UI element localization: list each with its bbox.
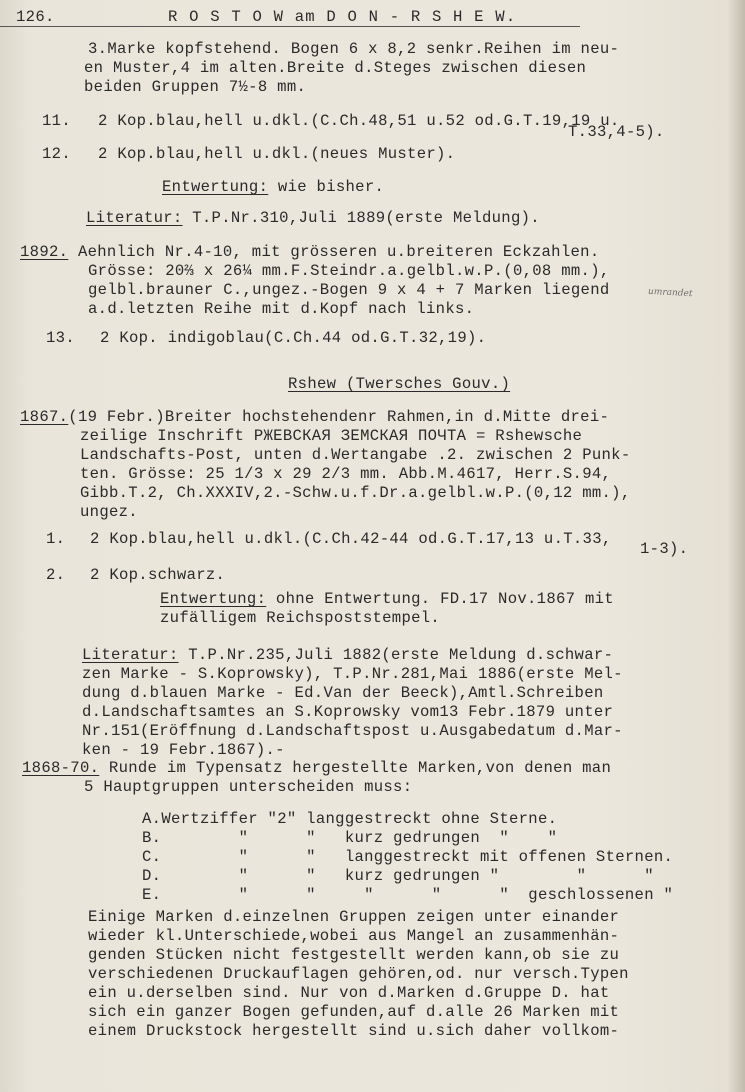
paragraph-line-2: wieder kl.Unterschiede,wobei aus Mangel an zusammenhän- <box>88 927 620 945</box>
header-rule <box>0 26 580 27</box>
item-1-continuation: 1-3). <box>640 540 689 558</box>
paragraph-line-3: genden Stücken nicht festgestellt werden kann,ob sie zu <box>88 946 620 964</box>
entry-1892-line-4: a.d.letzten Reihe mit d.Kopf nach links. <box>88 300 475 318</box>
page-spine-shadow <box>727 0 745 1092</box>
item-11-text: 2 Kop.blau,hell u.dkl.(C.Ch.48,51 u.52 od.G.T.19,19 u. <box>98 112 620 130</box>
entry-1892-line-2: Grösse: 20⅔ x 26¼ mm.F.Steindr.a.gelbl.w.P.(0,08 mm.), <box>88 262 610 280</box>
entry-1867-line-4: ten. Grösse: 25 1/3 x 29 2/3 mm. Abb.M.4617, Herr.S.94, <box>80 465 612 483</box>
group-b: B. " " kurz gedrungen " " <box>142 829 558 847</box>
rshew-entwertung-text: ohne Entwertung. FD.17 Nov.1867 mit <box>266 590 614 608</box>
entry-1867-line-1: (19 Febr.)Breiter hochstehendenr Rahmen,in d.Mitte drei- <box>68 408 610 426</box>
rshew-literatur-line-4: d.Landschaftsamtes an S.Koprowsky vom13 Febr.1879 unter <box>82 703 614 721</box>
rshew-entwertung-continuation: zufälligem Reichspoststempel. <box>160 609 441 627</box>
entwertung-text: wie bisher. <box>268 178 385 196</box>
rostow-entwertung <box>162 178 384 196</box>
page-number: 126. <box>16 8 55 26</box>
rshew-literatur-label: Literatur: <box>82 646 179 664</box>
year-1892: 1892. <box>20 243 69 261</box>
item-13-text: 2 Kop. indigoblau(C.Ch.44 od.G.T.32,19). <box>100 329 487 347</box>
year-1868: 1868-70. <box>22 759 100 777</box>
item-12-text: 2 Kop.blau,hell u.dkl.(neues Muster). <box>98 145 456 163</box>
margin-note: umrandet <box>647 286 693 300</box>
entry-1867-line-2: zeilige Inschrift РЖЕВСКАЯ ЗЕМСКАЯ ПОЧТА = Rshewsche <box>80 427 583 445</box>
entry-1867-line-3: Landschafts-Post, unten d.Wertangabe .2. zwischen 2 Punk- <box>80 446 631 464</box>
rostow-literatur <box>86 209 540 227</box>
group-d: D. " " kurz gedrungen " " " <box>142 867 654 885</box>
rostow-line-2: en Muster,4 im alten.Breite d.Steges zwischen diesen <box>84 59 587 77</box>
year-1867: 1867. <box>20 408 69 426</box>
rshew-literatur-line-5: Nr.151(Eröffnung d.Landschaftspost u.Ausgabedatum d.Mar- <box>82 722 623 740</box>
literatur-text: T.P.Nr.310,Juli 1889(erste Meldung). <box>182 209 540 227</box>
group-c: C. " " langgestreckt mit offenen Sternen. <box>142 848 674 866</box>
literatur-label: Literatur: <box>86 209 183 227</box>
paragraph-line-6: sich ein ganzer Bogen gefunden,auf d.alle 26 Marken mit <box>88 1003 620 1021</box>
rshew-entwertung <box>160 590 614 608</box>
item-1-text: 2 Kop.blau,hell u.dkl.(C.Ch.42-44 od.G.T.17,13 u.T.33, <box>90 530 612 548</box>
entry-1867-line-5: Gibb.T.2, Ch.XXXIV,2.-Schw.u.f.Dr.a.gelbl.w.P.(0,12 mm.), <box>80 484 631 502</box>
group-e: E. " " " " " geschlossenen " <box>142 886 674 904</box>
rostow-line-3: beiden Gruppen 7½-8 mm. <box>84 78 307 96</box>
item-1-number: 1. <box>46 530 66 548</box>
entry-1892 <box>20 243 599 261</box>
item-13-number: 13. <box>46 329 75 347</box>
paragraph-line-5: ein u.derselben sind. Nur von d.Marken d.Gruppe D. hat <box>88 984 610 1002</box>
entwertung-label: Entwertung: <box>162 178 269 196</box>
entry-1868-line-1: Runde im Typensatz hergestellte Marken,von denen man <box>99 759 612 777</box>
rshew-literatur-line-6: ken - 19 Febr.1867).- <box>82 741 285 759</box>
group-a: A.Wertziffer "2" langgestreckt ohne Sterne. <box>142 810 558 828</box>
rshew-literatur <box>82 646 613 664</box>
entry-1892-line-3: gelbl.brauner C.,ungez.-Bogen 9 x 4 + 7 Marken liegend <box>88 281 610 299</box>
section-heading-rshew: Rshew (Twersches Gouv.) <box>288 375 511 393</box>
paragraph-line-7: einem Druckstock hergestellt sind u.sich daher vollkom- <box>88 1022 620 1040</box>
item-2-text: 2 Kop.schwarz. <box>90 566 226 584</box>
paragraph-line-4: verschiedenen Druckauflagen gehören,od. nur versch.Typen <box>88 965 629 983</box>
rshew-literatur-text: T.P.Nr.235,Juli 1882(erste Meldung d.schwar- <box>178 646 614 664</box>
rshew-literatur-line-3: dung d.blauen Marke - Ed.Van der Beeck),Amtl.Schreiben <box>82 684 604 702</box>
item-11-continuation: T.33,4-5). <box>568 123 665 141</box>
page-title: R O S T O W am D O N - R S H E W. <box>168 8 517 26</box>
item-11-number: 11. <box>42 112 71 130</box>
rshew-literatur-line-2: zen Marke - S.Koprowsky), T.P.Nr.281,Mai 1886(erste Mel- <box>82 665 623 683</box>
rostow-line-1: 3.Marke kopfstehend. Bogen 6 x 8,2 senkr.Reihen im neu- <box>88 40 620 58</box>
entry-1892-line-1: Aehnlich Nr.4-10, mit grösseren u.breiteren Eckzahlen. <box>68 243 600 261</box>
entry-1868-line-2: 5 Hauptgruppen unterscheiden muss: <box>84 778 413 796</box>
entry-1868 <box>22 759 611 777</box>
item-2-number: 2. <box>46 566 66 584</box>
entry-1867 <box>20 408 609 426</box>
paragraph-line-1: Einige Marken d.einzelnen Gruppen zeigen unter einander <box>88 908 620 926</box>
rshew-entwertung-label: Entwertung: <box>160 590 267 608</box>
item-12-number: 12. <box>42 145 71 163</box>
entry-1867-line-6: ungez. <box>80 503 138 521</box>
